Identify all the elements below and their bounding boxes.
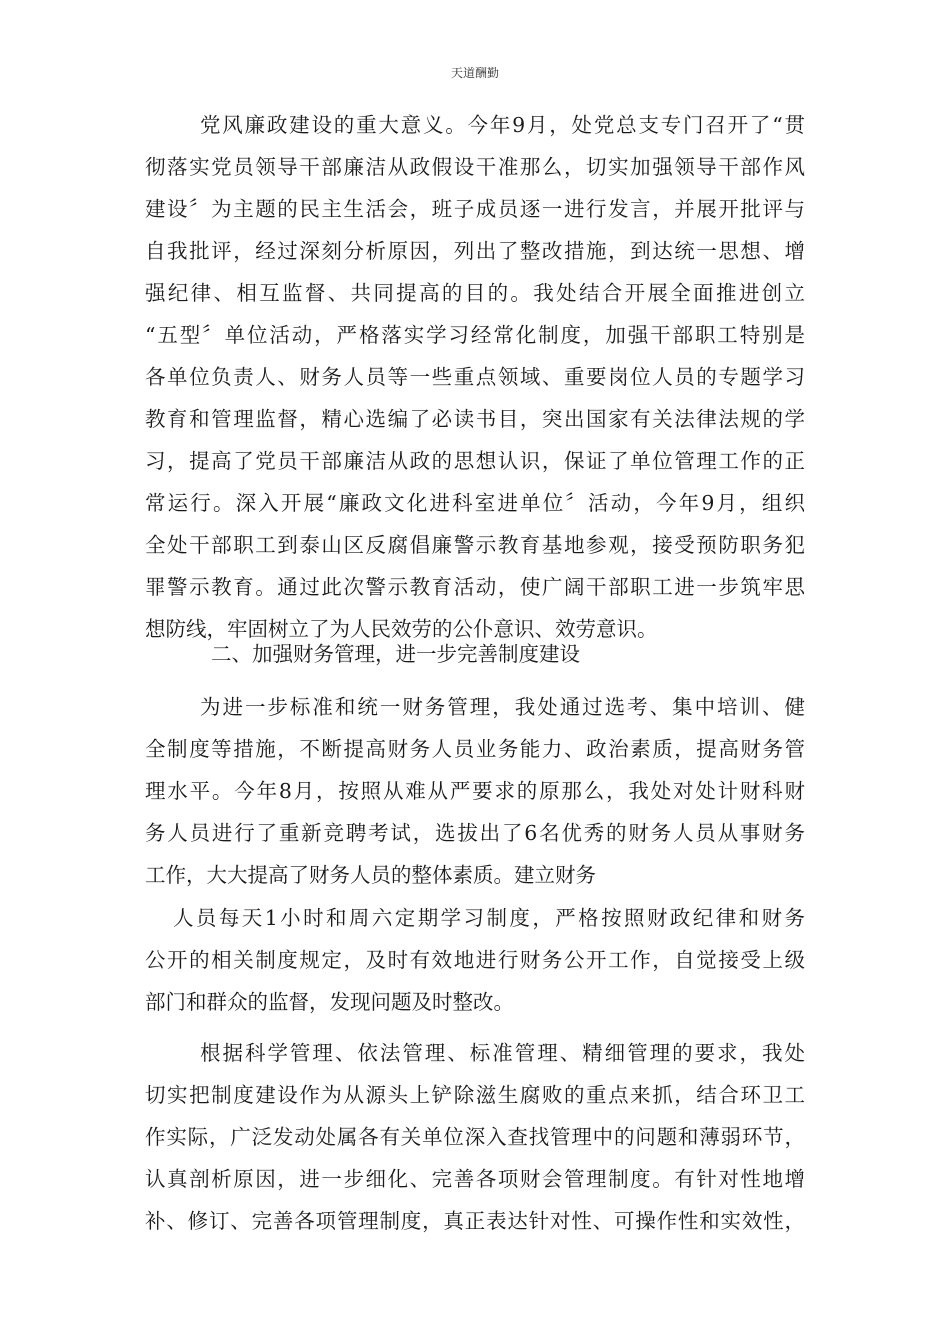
- paragraph-line: 公开的相关制度规定，及时有效地进行财务公开工作，自觉接受上级: [145, 948, 805, 972]
- paragraph-line: 作实际，广泛发动处属各有关单位深入查找管理中的问题和薄弱环节，: [145, 1125, 805, 1149]
- paragraph-line: 全处干部职工到泰山区反腐倡廉警示教育基地参观，接受预防职务犯: [145, 533, 805, 557]
- paragraph-line: 教育和管理监督，精心选编了必读书目，突出国家有关法律法规的学: [145, 407, 805, 431]
- paragraph-line: 各单位负责人、财务人员等一些重点领域、重要岗位人员的专题学习: [145, 365, 805, 389]
- paragraph-line: 建设〞为主题的民主生活会，班子成员逐一进行发言，并展开批评与: [145, 197, 805, 221]
- paragraph-line: 彻落实党员领导干部廉洁从政假设干准那么，切实加强领导干部作风: [145, 155, 805, 179]
- paragraph-line: 部门和群众的监督，发现问题及时整改。: [145, 990, 514, 1014]
- section-heading: [145, 633, 805, 675]
- paragraph-line: 党风廉政建设的重大意义。今年9月，处党总支专门召开了“贯: [200, 113, 805, 137]
- paragraph-line: 全制度等措施，不断提高财务人员业务能力、政治素质，提高财务管: [145, 737, 805, 761]
- paragraph-line: 切实把制度建设作为从源头上铲除滋生腐败的重点来抓，结合环卫工: [145, 1083, 805, 1107]
- section-heading-text: 二、加强财务管理，进一步完善制度建设: [211, 642, 580, 666]
- paragraph-line: 认真剖析原因，进一步细化、完善各项财会管理制度。有针对性地增: [145, 1167, 805, 1191]
- paragraph-5: [145, 1032, 805, 1242]
- paragraph-line: 强纪律、相互监督、共同提高的目的。我处结合开展全面推进创立: [145, 281, 805, 305]
- paragraph-4: [145, 897, 805, 1023]
- paragraph-line: 人员每天1小时和周六定期学习制度，严格按照财政纪律和财务: [173, 906, 805, 930]
- paragraph-line: 补、修订、完善各项管理制度，真正表达针对性、可操作性和实效性，: [145, 1209, 805, 1233]
- paragraph-1: [145, 104, 805, 650]
- paragraph-line: 常运行。深入开展“廉政文化进科室进单位〞活动，今年9月，组织: [145, 491, 805, 515]
- paragraph-line: 为进一步标准和统一财务管理，我处通过选考、集中培训、健: [200, 695, 805, 719]
- page-header: 天道酬勤: [450, 66, 499, 80]
- paragraph-3: [145, 686, 805, 896]
- paragraph-line: 理水平。今年8月，按照从难从严要求的原那么，我处对处计财科财: [145, 779, 805, 803]
- paragraph-line: 自我批评，经过深刻分析原因，列出了整改措施，到达统一思想、增: [145, 239, 805, 263]
- paragraph-line: 罪警示教育。通过此次警示教育活动，使广阔干部职工进一步筑牢思: [145, 575, 805, 599]
- paragraph-line: 想防线，牢固树立了为人民效劳的公仆意识、效劳意识。: [145, 617, 658, 641]
- paragraph-line: 习，提高了党员干部廉洁从政的思想认识，保证了单位管理工作的正: [145, 449, 805, 473]
- paragraph-line: 工作，大大提高了财务人员的整体素质。建立财务: [145, 863, 596, 887]
- paragraph-line: 根据科学管理、依法管理、标准管理、精细管理的要求，我处: [200, 1041, 805, 1065]
- paragraph-line: “五型〞单位活动，严格落实学习经常化制度，加强干部职工特别是: [145, 323, 805, 347]
- paragraph-line: 务人员进行了重新竞聘考试，选拔出了6名优秀的财务人员从事财务: [145, 821, 805, 845]
